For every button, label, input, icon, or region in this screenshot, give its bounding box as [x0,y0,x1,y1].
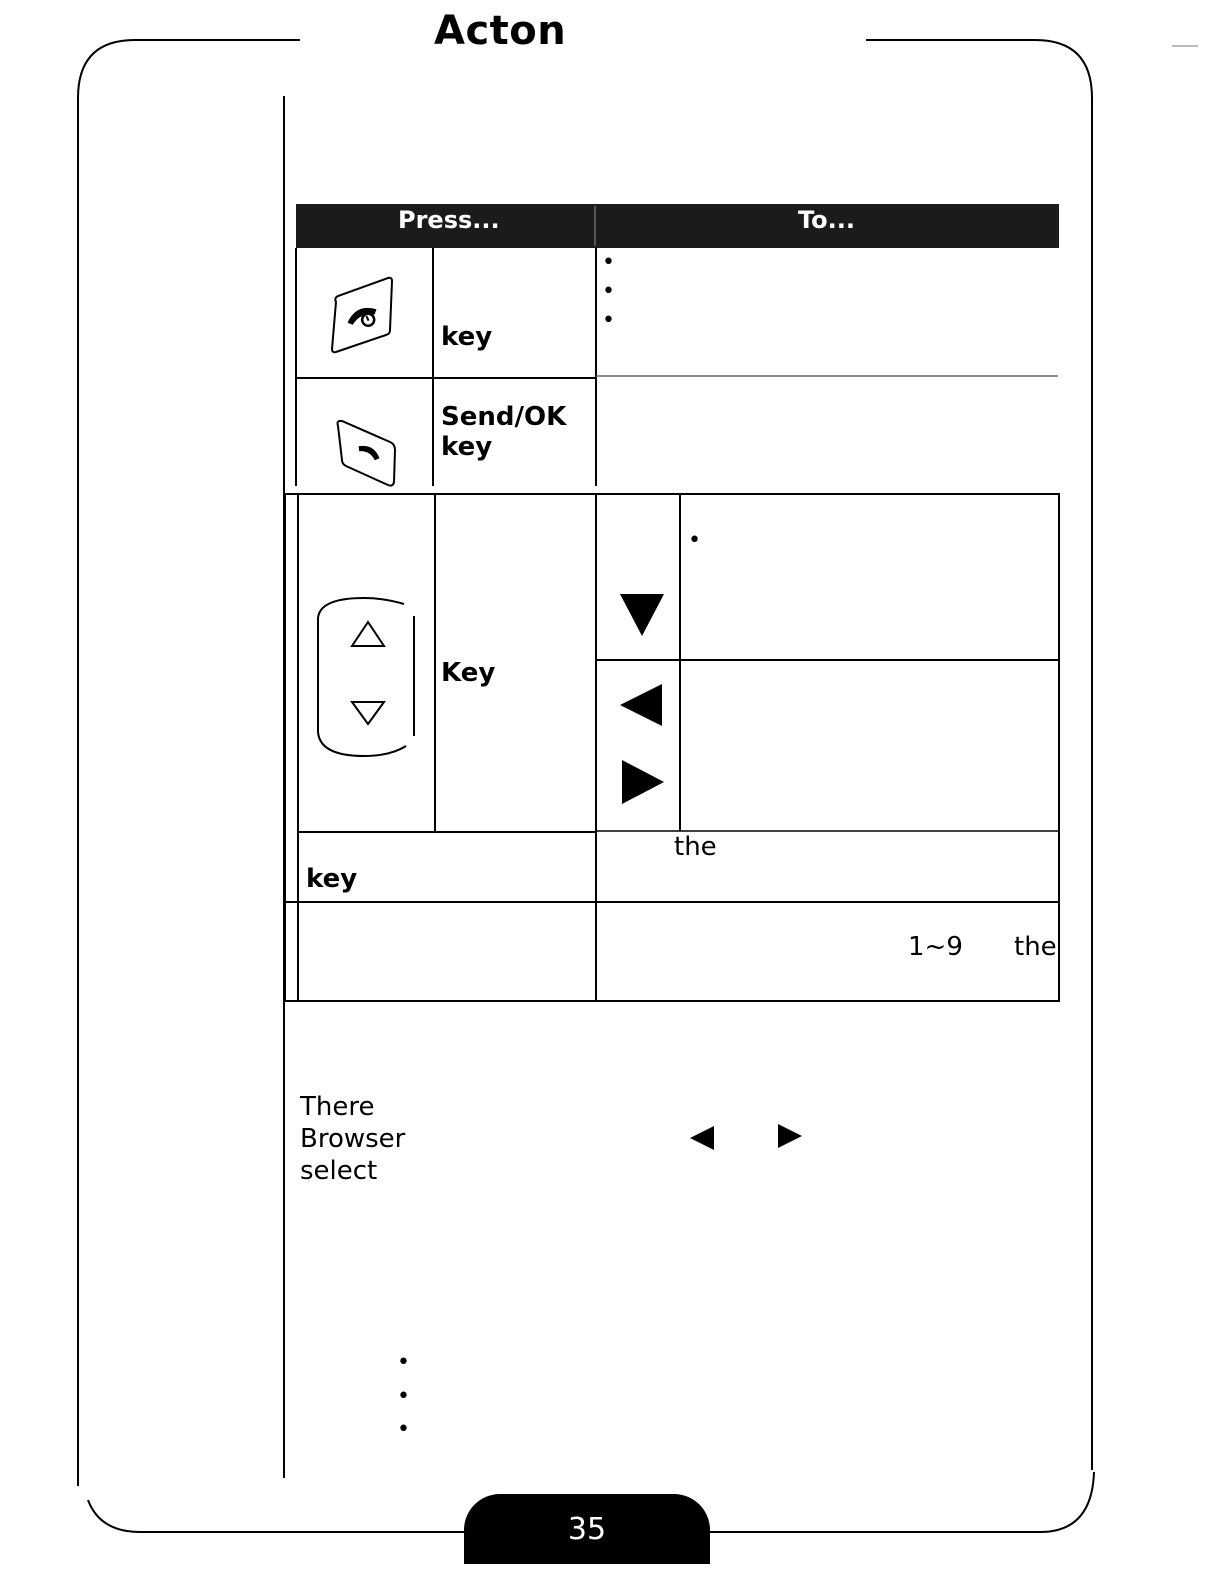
left-triangle-icon [618,682,664,728]
row5-range: 1~9 [908,932,963,962]
body-text-block [300,1090,466,1186]
row4-text: the [674,832,717,862]
navigation-key-icon [314,596,420,760]
send-key-icon [334,412,400,490]
end-key-bullet-1: • [602,250,615,275]
row5-text: the [1014,932,1057,962]
row4-key-label: key [306,864,358,894]
body-bullet-1: • [397,1350,410,1375]
nav-key-bullet: • [688,528,701,553]
body-line-2: Browser [300,1124,406,1154]
end-key-label: key [441,322,493,352]
body-bullet-2: • [397,1384,410,1409]
nav-key-label: Key [441,658,496,688]
down-triangle-icon [618,592,666,638]
brand-title: Acton [434,8,567,54]
right-arrow-icon [776,1122,804,1150]
header-press: Press... [398,206,500,234]
send-key-label: Send/OK key [441,402,567,462]
body-bullet-3: • [397,1417,410,1442]
body-line-3: select [300,1156,378,1186]
end-call-key-icon [326,272,398,356]
right-triangle-icon [620,758,666,806]
body-line-1: There [300,1092,375,1122]
end-key-bullet-3: • [602,308,615,333]
left-arrow-icon [688,1124,716,1152]
page-number: 35 [464,1494,710,1564]
header-to: To... [798,206,856,234]
end-key-bullet-2: • [602,279,615,304]
